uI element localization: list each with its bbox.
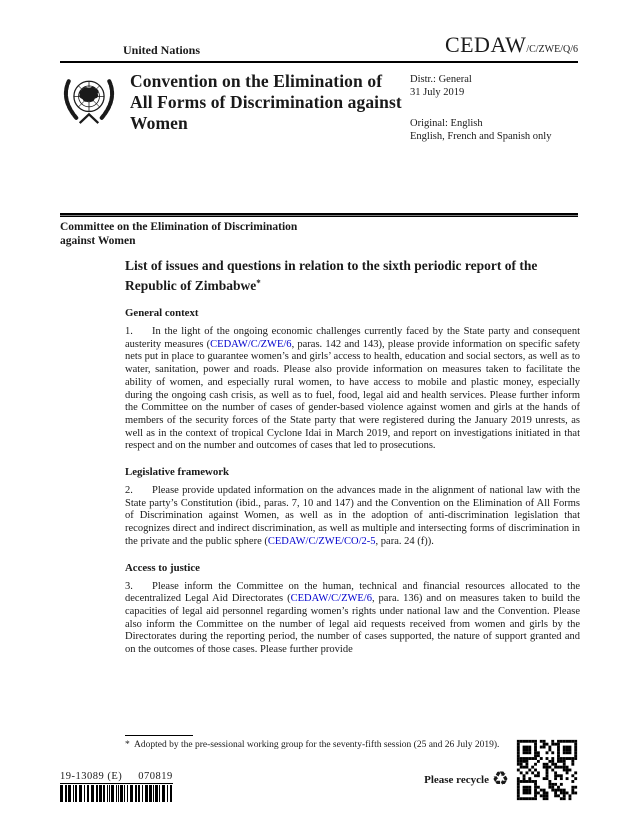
footer-right: [424, 737, 580, 803]
convention-title: Convention on the Elimination of All Forms of Discrimination against Women: [130, 71, 402, 133]
document-info-block: [410, 73, 578, 143]
committee-line1: Committee on the Elimination of Discrimination: [60, 221, 298, 233]
un-emblem-icon: [60, 72, 118, 130]
committee-line2: against Women: [60, 234, 136, 247]
doc-reference-link[interactable]: CEDAW/C/ZWE/6: [290, 593, 372, 605]
title-footnote-mark: *: [256, 277, 261, 288]
paragraph-1: [125, 326, 580, 453]
paragraph-text: , para. 136) and on measures taken to build the capacities of legal aid personnel regarding women’s rights under national law and the Convention. Please also inform the Committee on the number of legal aid requests received from women and girls by the Directorates during the reporting period, the number of cases supported, the nature of support granted and on the outcomes of those cases. Please further provide: [125, 593, 580, 656]
paragraph-text: In the light of the ongoing economic challenges currently faced by the State party and consequent austerity measures (: [125, 326, 580, 350]
paragraph-number: 1.: [125, 326, 133, 337]
footer-left: [60, 766, 178, 802]
section-heading-general-context: General context: [125, 307, 199, 319]
job-number-line: [60, 771, 173, 784]
qr-code: [514, 737, 580, 803]
page-title: [125, 258, 555, 294]
recycle-notice: [424, 770, 509, 789]
distribution-line: Distr.: General: [410, 74, 472, 85]
doc-reference-link[interactable]: CEDAW/C/ZWE/6: [210, 338, 292, 350]
barcode: [60, 785, 178, 802]
original-language-line: Original: English: [410, 118, 483, 129]
document-symbol-suffix: /C/ZWE/Q/6: [526, 44, 578, 55]
job-number: 19-13089 (E): [60, 771, 123, 782]
header-band: [60, 34, 578, 63]
united-nations-label: United Nations: [123, 43, 201, 57]
section-heading-legislative-framework: Legislative framework: [125, 466, 230, 479]
date-code: 070819: [138, 771, 173, 782]
document-date: 31 July 2019: [410, 87, 465, 98]
paragraph-text: Please inform the Committee on the human, technical and financial resources allocated to the decentralized Legal Aid Directorates (: [125, 580, 580, 605]
document-symbol-main: CEDAW: [444, 32, 527, 57]
paragraph-text: , para. 24 (f)).: [375, 535, 434, 547]
paragraph-3: [125, 581, 580, 657]
section-divider-rule: [60, 213, 578, 217]
doc-reference-link[interactable]: CEDAW/C/ZWE/CO/2-5: [267, 535, 376, 547]
footnote-mark: *: [125, 740, 130, 750]
paragraph-number: 2.: [125, 485, 133, 497]
paragraph-text: Please provide updated information on the advances made in the alignment of national law with the State party’s Constitution (ibid., paras. 7, 10 and 147) and the Convention on the Elimination of All Forms of Discrimination against Women, as well as in the adoption of anti-discrimination legislation that recognizes direct and indirect discrimination, as well as multiple and intersecting forms of discrimination in the private and the public sphere (: [125, 485, 580, 547]
masthead: [60, 70, 578, 143]
paragraph-text: , paras. 142 and 143), please provide information on specific safety nets put in place to guarantee women’s and girls’ access to health, education and social sectors, as well as to water, sanitation, power and roads. Please also provide information on measures taken to facilitate the ability of women, and especially rural women, to have access to mobile and plastic money, especially during the ongoing cash crisis, as well as to fuel, food, legal aid and health services. Please further inform the Committee on the number of cases of gender-based violence against women and girls at the hands of members of the security forces of the State party that were registered during the January 2019 unrests, as well as in the context of tropical Cyclone Idai in March 2019, and report on investigations initiated in that respect and on the number and outcomes of cases that led to prosecutions.: [125, 338, 580, 452]
recycle-label: Please recycle: [424, 773, 489, 786]
footnote-separator: [125, 735, 193, 736]
document-body: [125, 258, 580, 667]
paragraph-2: [125, 485, 580, 549]
page-title-text: List of issues and questions in relation to the sixth periodic report of the Republic of Zimbabwe: [125, 258, 538, 293]
document-symbol: [445, 32, 578, 58]
languages-line: English, French and Spanish only: [410, 131, 552, 142]
footnote-body: Adopted by the pre-sessional working group for the seventy-fifth session (25 and 26 July 2019).: [134, 740, 500, 750]
section-heading-access-to-justice: Access to justice: [125, 561, 200, 574]
paragraph-number: 3.: [125, 580, 133, 592]
committee-heading: [60, 221, 297, 248]
recycle-icon: ♻: [491, 768, 509, 790]
